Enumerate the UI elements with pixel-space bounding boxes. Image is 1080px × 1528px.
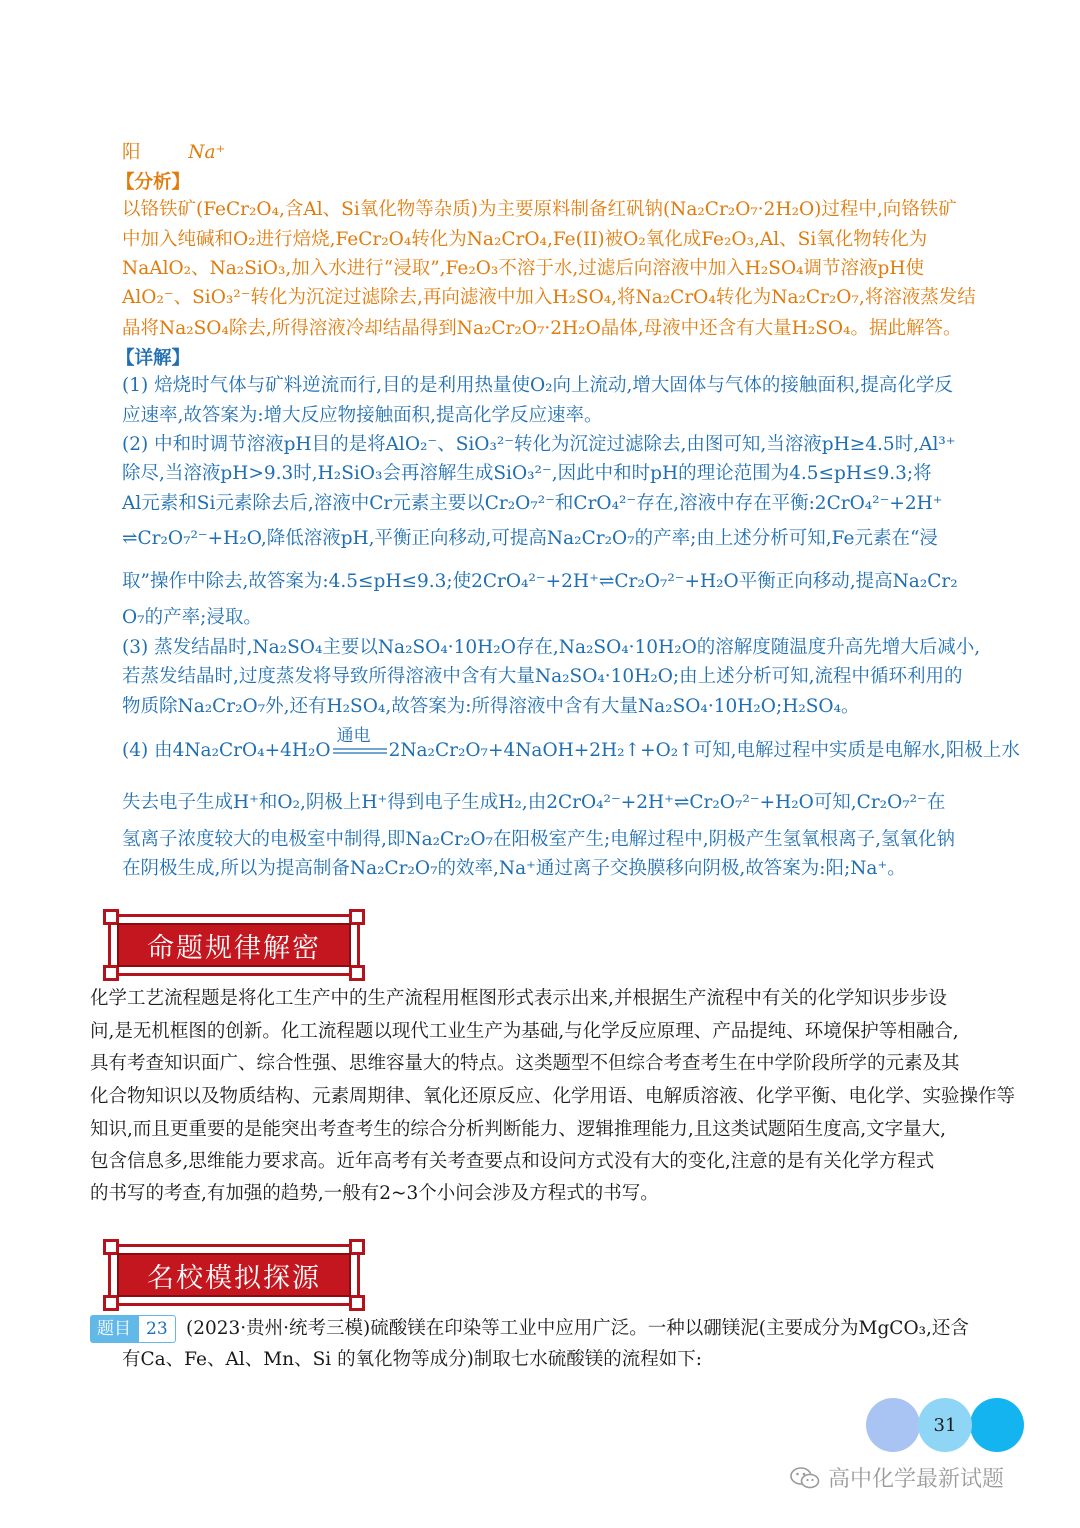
detail-heading: 【详解】 <box>116 348 191 369</box>
section-title: 命题规律解密 <box>117 923 351 967</box>
detail-line: 物质除Na₂Cr₂O₇外,还有H₂SO₄,故答案为:所得溶液中含有大量Na₂SO₄·10H₂O;H₂SO₄。 <box>122 696 860 717</box>
badge-circle <box>866 1398 920 1452</box>
equation-right: 2Na₂Cr₂O₇+4NaOH+2H₂↑+O₂↑可知,电解过程中实质是电解水,阳极上水 <box>388 740 1020 761</box>
question-number: 23 <box>138 1315 176 1343</box>
detail-line: ⇌Cr₂O₇²⁻+H₂O,降低溶液pH,平衡正向移动,可提高Na₂Cr₂O₇的产率;由上述分析可知,Fe元素在“浸 <box>122 528 938 549</box>
double-line-icon <box>331 738 389 764</box>
detail-line: (1) 焙烧时气体与矿料逆流而行,目的是利用热量使O₂向上流动,增大固体与气体的接触面积,提高化学反 <box>122 375 953 396</box>
question-line: 有Ca、Fe、Al、Mn、Si 的氧化物等成分)制取七水硫酸镁的流程如下: <box>122 1349 703 1370</box>
detail-line: 应速率,故答案为:增大反应物接触面积,提高化学反应速率。 <box>122 405 603 426</box>
detail-line: 失去电子生成H⁺和O₂,阴极上H⁺得到电子生成H₂,由2CrO₄²⁻+2H⁺⇌Cr₂O₇²⁻+H₂O可知,Cr₂O₇²⁻在 <box>122 792 946 813</box>
section-banner <box>108 914 360 976</box>
body-line: 具有考查知识面广、综合性强、思维容量大的特点。这类题型不但综合考查考生在中学阶段所学的元素及其 <box>90 1053 960 1074</box>
badge-circle <box>970 1398 1024 1452</box>
detail-line: (2) 中和时调节溶液pH目的是将AlO₂⁻、SiO₃²⁻转化为沉淀过滤除去,由图可知,当溶液pH≥4.5时,Al³⁺ <box>122 434 956 455</box>
answer-ion: Na⁺ <box>188 142 226 163</box>
analysis-heading: 【分析】 <box>116 172 191 193</box>
section-title: 名校模拟探源 <box>117 1253 351 1297</box>
detail-line: 在阴极生成,所以为提高制备Na₂Cr₂O₇的效率,Na⁺通过离子交换膜移向阴极,故答案为:阳;Na⁺。 <box>122 858 906 879</box>
analysis-line: NaAlO₂、Na₂SiO₃,加入水进行“浸取”,Fe₂O₃不溶于水,过滤后向溶液中加入H₂SO₄调节溶液pH使 <box>122 258 924 279</box>
question-line: (2023·贵州·统考三模)硫酸镁在印染等工业中应用广泛。一种以硼镁泥(主要成分为MgCO₃,还含 <box>186 1318 969 1339</box>
detail-line: 取”操作中除去,故答案为:4.5≤pH≤9.3;使2CrO₄²⁻+2H⁺⇌Cr₂O₇²⁻+H₂O平衡正向移动,提高Na₂Cr₂ <box>122 571 958 592</box>
page-number: 31 <box>918 1398 972 1452</box>
page-number-badge <box>866 1398 1026 1454</box>
detail-line: 若蒸发结晶时,过度蒸发将导致所得溶液中含有大量Na₂SO₄·10H₂O;由上述分析可知,流程中循环利用的 <box>122 666 963 687</box>
question-label <box>90 1315 176 1343</box>
body-line: 的书写的考查,有加强的趋势,一般有2~3个小问会涉及方程式的书写。 <box>90 1183 659 1204</box>
equation-left: (4) 由4Na₂CrO₄+4H₂O <box>122 740 331 761</box>
watermark <box>790 1462 1004 1493</box>
electrolysis-equation <box>122 726 1020 764</box>
detail-line: 除尽,当溶液pH>9.3时,H₂SiO₃会再溶解生成SiO₃²⁻,因此中和时pH的理论范围为4.5≤pH≤9.3;将 <box>122 463 932 484</box>
question-tag: 题目 <box>90 1315 138 1343</box>
detail-line: (3) 蒸发结晶时,Na₂SO₄主要以Na₂SO₄·10H₂O存在,Na₂SO₄·10H₂O的溶解度随温度升高先增大后减小, <box>122 637 981 658</box>
analysis-line: 以铬铁矿(FeCr₂O₄,含Al、Si氧化物等杂质)为主要原料制备红矾钠(Na₂Cr₂O₇·2H₂O)过程中,向铬铁矿 <box>122 199 957 220</box>
answer-label: 阳 <box>122 142 141 163</box>
answer-tail <box>122 140 225 166</box>
detail-line: Al元素和Si元素除去后,溶液中Cr元素主要以Cr₂O₇²⁻和CrO₄²⁻存在,溶液中存在平衡:2CrO₄²⁻+2H⁺ <box>122 493 943 514</box>
electrolysis-arrow <box>331 726 389 764</box>
analysis-line: 晶将Na₂SO₄除去,所得溶液冷却结晶得到Na₂Cr₂O₇·2H₂O晶体,母液中还含有大量H₂SO₄。据此解答。 <box>122 318 962 339</box>
analysis-line: AlO₂⁻、SiO₃²⁻转化为沉淀过滤除去,再向滤液中加入H₂SO₄,将Na₂CrO₄转化为Na₂Cr₂O₇,将溶液蒸发结 <box>122 287 976 308</box>
electrolysis-label: 通电 <box>336 726 371 746</box>
section-banner <box>108 1244 360 1306</box>
wechat-icon <box>790 1467 820 1489</box>
detail-line: O₇的产率;浸取。 <box>122 607 262 628</box>
body-line: 化学工艺流程题是将化工生产中的生产流程用框图形式表示出来,并根据生产流程中有关的化学知识步步设 <box>90 988 947 1009</box>
analysis-line: 中加入纯碱和O₂进行焙烧,FeCr₂O₄转化为Na₂CrO₄,Fe(II)被O₂氧化成Fe₂O₃,Al、Si氧化物转化为 <box>122 229 928 250</box>
body-line: 化合物知识以及物质结构、元素周期律、氧化还原反应、化学用语、电解质溶液、化学平衡、电化学、实验操作等 <box>90 1086 1016 1107</box>
body-line: 包含信息多,思维能力要求高。近年高考有关考查要点和设问方式没有大的变化,注意的是有关化学方程式 <box>90 1151 935 1172</box>
body-line: 问,是无机框图的创新。化工流程题以现代工业生产为基础,与化学反应原理、产品提纯、环境保护等相融合, <box>90 1021 959 1042</box>
watermark-text: 高中化学最新试题 <box>828 1467 1005 1492</box>
detail-line: 氢离子浓度较大的电极室中制得,即Na₂Cr₂O₇在阳极室产生;电解过程中,阴极产生氢氧根离子,氢氧化钠 <box>122 829 956 850</box>
body-line: 知识,而且更重要的是能突出考查考生的综合分析判断能力、逻辑推理能力,且这类试题陌生度高,文字量大, <box>90 1119 947 1140</box>
